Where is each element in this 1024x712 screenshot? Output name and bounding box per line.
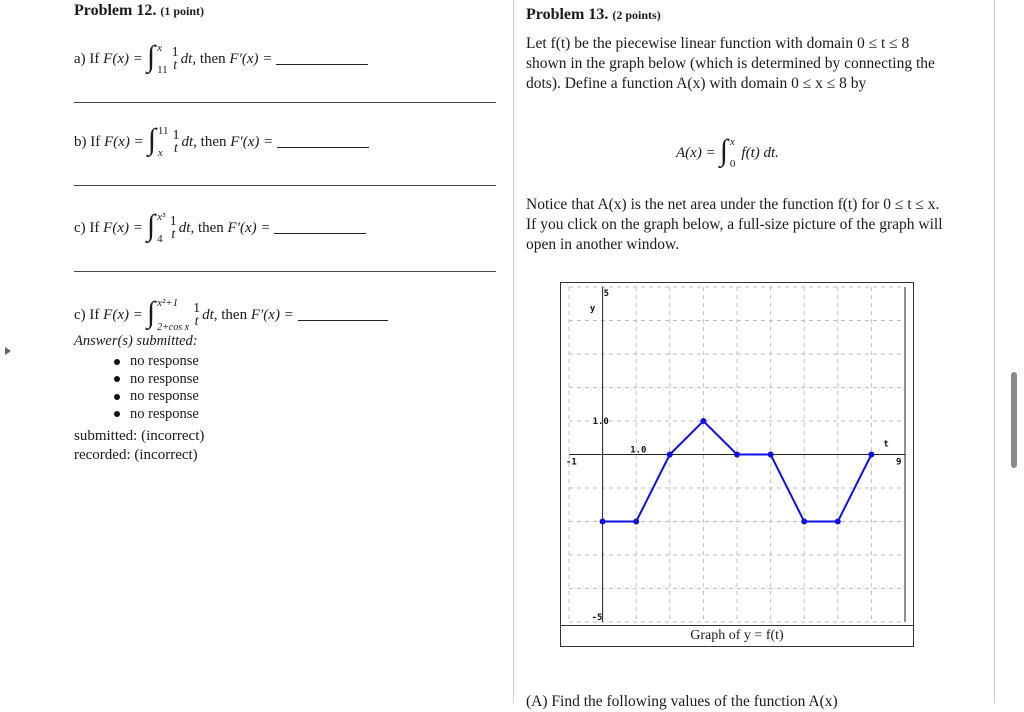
tick-label-ymin: -5 (591, 613, 603, 623)
answers-label: Answer(s) submitted: (74, 333, 198, 349)
bullet-icon (114, 394, 120, 400)
list-item: no response (114, 353, 199, 371)
problem-12-points: (1 point) (160, 4, 205, 18)
problem-13-header (526, 6, 661, 24)
function-graph[interactable] (561, 283, 913, 626)
tick-label-y1: 1.0 (592, 417, 609, 427)
part-b: b) If F(x) = ∫ 11 x 1 t dt, then F′(x) = (74, 125, 369, 159)
integral-sign: ∫ (147, 123, 156, 156)
problem-13-title: Problem 13. (526, 6, 609, 23)
answer-input-c1[interactable] (274, 223, 366, 234)
graph-link[interactable] (560, 282, 914, 647)
data-point (768, 452, 774, 458)
tick-label-x1: 1.0 (630, 445, 647, 456)
data-point (633, 519, 639, 525)
tick-label-xmin: -1 (566, 457, 577, 468)
divider-a (74, 102, 496, 103)
area-function-formula: A(x) = ∫ x 0 f(t) dt. (676, 134, 779, 170)
integral-limits: 11 x (157, 125, 169, 159)
notice-text: Notice that A(x) is the net area under the function f(t) for 0 ≤ t ≤ x. If you click on the graph below, a full-size picture of the graph will open in another window. (526, 196, 943, 253)
graph-caption: Graph of y = f(t) (690, 628, 784, 643)
recorded-status: recorded: (incorrect) (74, 447, 198, 463)
data-point (801, 519, 807, 525)
integral-sign: ∫ (719, 134, 728, 167)
right-border (994, 0, 995, 703)
data-point (835, 519, 841, 525)
tick-label-ymax: 5 (603, 289, 610, 299)
tick-label-xmax: 9 (896, 457, 902, 468)
y-axis-label: y (589, 304, 596, 314)
x-axis-label: t (883, 439, 889, 450)
fraction: 1 t (193, 301, 201, 329)
answer-input-b[interactable] (277, 137, 369, 148)
data-point (600, 519, 606, 525)
data-point (868, 452, 874, 458)
data-point (734, 452, 740, 458)
column-divider (513, 0, 514, 703)
integral-limits: x 0 (729, 136, 736, 170)
divider-c (74, 271, 496, 272)
integral-sign: ∫ (146, 209, 156, 242)
expand-triangle-icon[interactable] (5, 347, 11, 355)
list-item: no response (114, 406, 199, 424)
find-values-heading: (A) Find the following values of the function A(x) (526, 693, 838, 710)
part-a: a) If F(x) = ∫ x 11 1 t dt, then F′(x) = (74, 42, 368, 76)
integral-sign: ∫ (146, 296, 156, 329)
lower-limit: 11 (157, 64, 168, 76)
problem-13-intro: Let f(t) be the piecewise linear function with domain 0 ≤ t ≤ 8 shown in the graph below (which is determined by connecting the dots). Define a function A(x) with domain 0 ≤ x ≤ 8 by (526, 35, 935, 92)
submitted-status: submitted: (incorrect) (74, 428, 205, 444)
fraction: 1 t (172, 128, 180, 156)
part-a-label: a) If (74, 50, 100, 67)
divider-b (74, 185, 496, 186)
integral-limits: x⁵ 4 (157, 211, 166, 245)
integral-limits: x²+1 2+cos x (157, 297, 190, 333)
fraction: 1 t (171, 45, 179, 73)
data-point (700, 418, 706, 424)
answer-input-a[interactable] (276, 54, 368, 65)
bullet-icon (114, 359, 120, 365)
problem-12-header (74, 2, 204, 20)
list-item: no response (114, 388, 199, 406)
fraction: 1 t (169, 214, 177, 242)
axis-labels (566, 289, 901, 623)
data-point (667, 452, 673, 458)
integral-limits (157, 42, 168, 76)
part-c1: c) If F(x) = ∫ x⁵ 4 1 t dt, then F′(x) = (74, 211, 366, 245)
bullet-icon (114, 411, 120, 417)
bullet-icon (114, 376, 120, 382)
problem-13-points: (2 points) (612, 8, 661, 22)
part-c2: c) If F(x) = ∫ x²+1 2+cos x 1 t dt, then F′(x) = (74, 297, 388, 333)
answer-input-c2[interactable] (298, 310, 388, 321)
integral-sign: ∫ (146, 40, 156, 73)
upper-limit: x (157, 42, 162, 54)
graph-caption-bar (561, 625, 913, 646)
scrollbar-thumb[interactable] (1011, 372, 1017, 468)
response-list (114, 353, 199, 423)
part-a-lhs: F(x) = (103, 50, 143, 67)
problem-12-title: Problem 12. (74, 2, 157, 19)
list-item: no response (114, 371, 199, 389)
